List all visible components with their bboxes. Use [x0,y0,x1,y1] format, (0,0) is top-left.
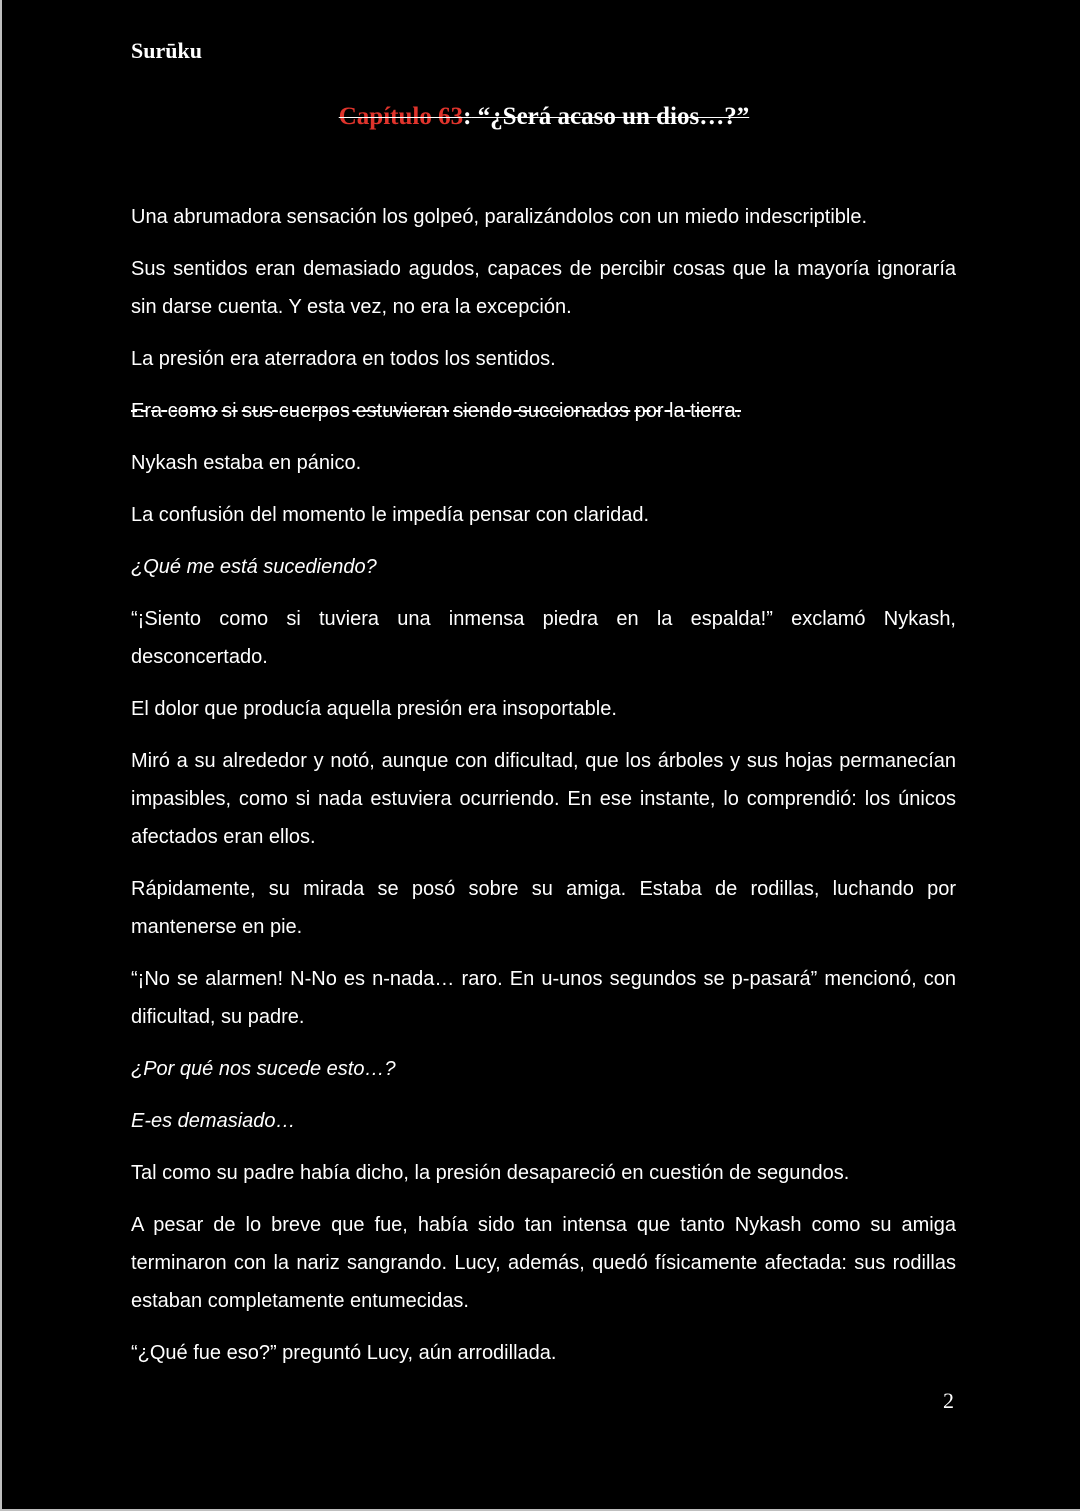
thought-paragraph: E-es demasiado… [131,1110,296,1132]
dialogue-paragraph: “¡Siento como si tuviera una inmensa piedra en la espalda!” exclamó Nykash, desconcertado. [131,608,956,668]
chapter-label: Capítulo 63 [338,103,464,130]
paragraph: La presión era aterradora en todos los sentidos. [131,348,556,370]
paragraph: La confusión del momento le impedía pensar con claridad. [131,504,650,526]
thought-paragraph: ¿Por qué nos sucede esto…? [131,1058,396,1080]
paragraph: Tal como su padre había dicho, la presión desapareció en cuestión de segundos. [131,1162,850,1184]
paragraph: Miró a su alrededor y notó, aunque con dificultad, que los árboles y sus hojas permanecían impasibles, como si nada estuviera ocurriendo. En ese instante, lo comprendió: los únicos afectados eran ellos. [131,750,956,848]
chapter-name: “¿Será acaso un dios…?” [471,103,750,130]
chapter-body [131,198,956,1386]
dialogue-paragraph: “¡No se alarmen! N-No es n-nada… raro. En u-unos segundos se p-pasará” mencionó, con dificultad, su padre. [131,968,956,1028]
paragraph: Una abrumadora sensación los golpeó, paralizándolos con un miedo indescriptible. [131,206,868,228]
paragraph: Era como si sus cuerpos estuvieran siendo succionados por la tierra. [131,400,742,422]
chapter-title [2,103,1080,131]
paragraph: Sus sentidos eran demasiado agudos, capaces de percibir cosas que la mayoría ignoraría sin darse cuenta. Y esta vez, no era la excepción. [131,258,956,318]
chapter-separator: : [463,103,472,130]
paragraph: Nykash estaba en pánico. [131,452,362,474]
page-number: 2 [943,1388,954,1413]
paragraph: A pesar de lo breve que fue, había sido tan intensa que tanto Nykash como su amiga terminaron con la nariz sangrando. Lucy, además, quedó físicamente afectada: sus rodillas estaban completamente entumecidas. [131,1214,956,1312]
dialogue-paragraph: “¿Qué fue eso?” preguntó Lucy, aún arrodillada. [131,1342,557,1364]
paragraph: El dolor que producía aquella presión era insoportable. [131,698,617,720]
header-author: Surūku [131,38,202,63]
thought-paragraph: ¿Qué me está sucediendo? [131,556,377,578]
paragraph: Rápidamente, su mirada se posó sobre su amiga. Estaba de rodillas, luchando por mantenerse en pie. [131,878,956,938]
